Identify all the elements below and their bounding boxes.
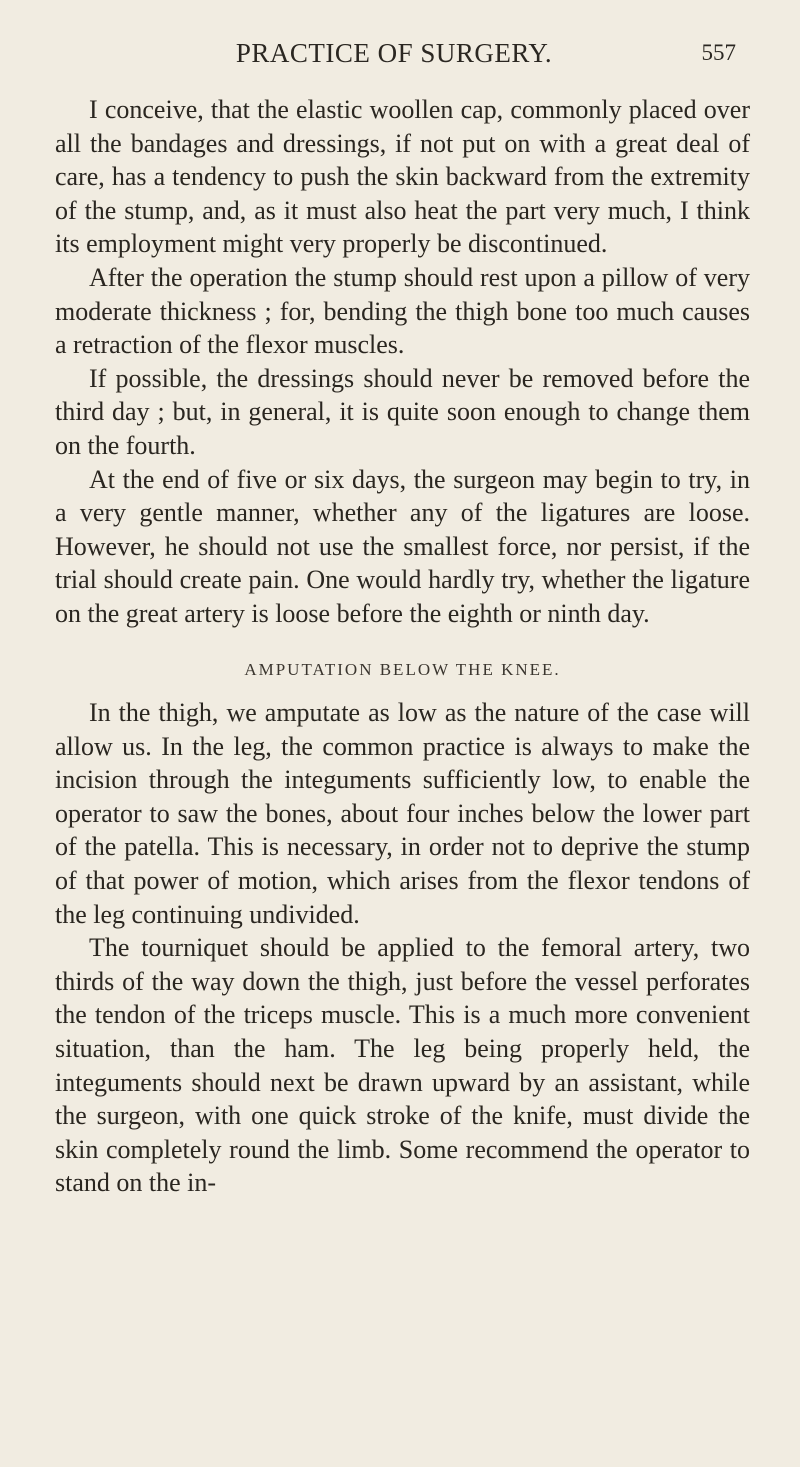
paragraph: At the end of five or six days, the surgeon may begin to try, in a very gentle manner, whether any of the ligatures are loose. However, he should not use the smallest force, nor persist, if the trial should create pain. One would hardly try, whether the ligature on the great artery is loose before the eighth or ninth day. xyxy=(55,464,750,628)
paragraph: After the operation the stump should rest upon a pillow of very moderate thickness ; for, bending the thigh bone too much causes a retraction of the flexor muscles. xyxy=(55,262,750,360)
body-text xyxy=(55,93,750,1200)
paragraph: In the thigh, we amputate as low as the nature of the case will allow us. In the leg, the common practice is always to make the incision through the integuments sufficiently low, to enable the operator to saw the bones, about four inches below the lower part of the patella. This is necessary, in order not to deprive the stump of that power of motion, which arises from the flexor tendons of the leg continuing undivided. xyxy=(55,698,750,929)
paragraph: I conceive, that the elastic woollen cap, commonly placed over all the bandages and dressings, if not put on with a great deal of care, has a tendency to push the skin backward from the extremity of the stump, and, as it must also heat the part very much, I think its employment might very properly be discontinued. xyxy=(55,95,750,259)
paragraph: If possible, the dressings should never be removed before the third day ; but, in general, it is quite soon enough to change them on the fourth. xyxy=(55,363,750,460)
running-head: PRACTICE OF SURGERY. xyxy=(235,38,553,68)
page-number: 557 xyxy=(701,40,736,65)
paragraph: The tourniquet should be applied to the femoral artery, two thirds of the way down the thigh, just before the vessel perforates the tendon of the triceps muscle. This is a much more convenient situation, than the ham. The leg being properly held, the integuments should next be drawn upward by an assistant, while the surgeon, with one quick stroke of the knife, must divide the skin completely round the limb. Some recommend the operator to stand on the in- xyxy=(55,933,750,1198)
section-heading: AMPUTATION BELOW THE KNEE. xyxy=(244,659,561,679)
